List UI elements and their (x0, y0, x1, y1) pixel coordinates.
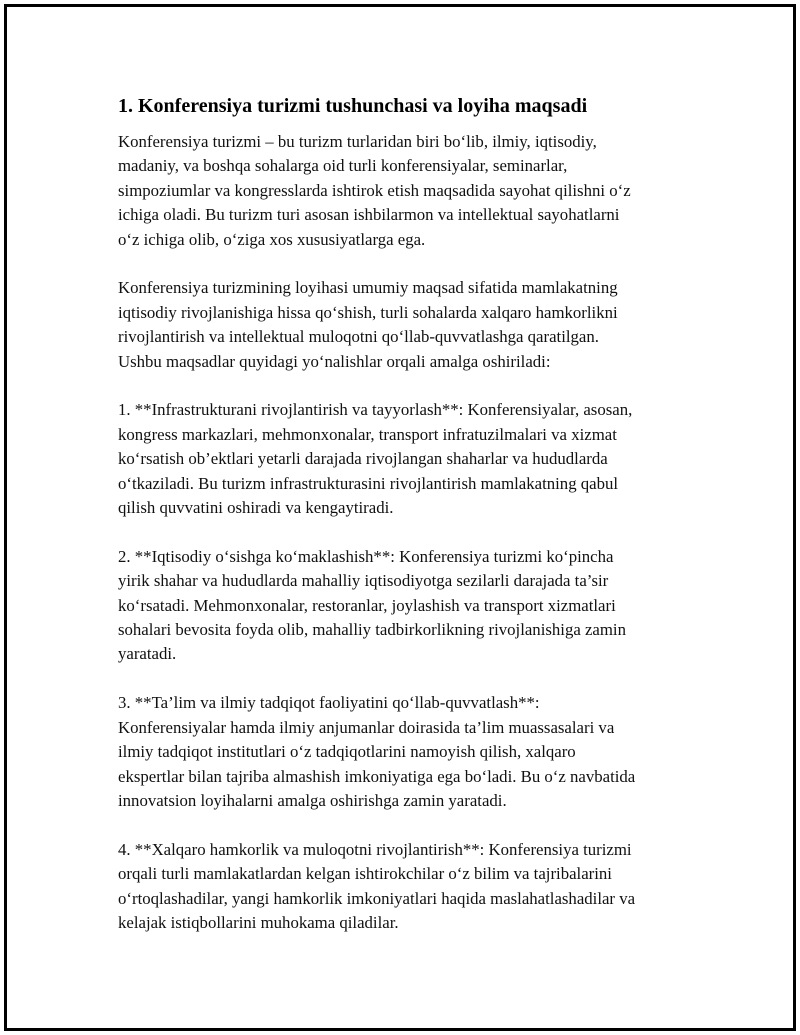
paragraph-line: o‘z ichiga olib, o‘ziga xos xususiyatlarga ega. (118, 229, 426, 249)
paragraph-line: ekspertlar bilan tajriba almashish imkoniyatiga ega bo‘ladi. Bu o‘z navbatida (118, 766, 636, 786)
section-heading: 1. Konferensiya turizmi tushunchasi va loyiha maqsadi (118, 95, 588, 117)
paragraph-line: Ushbu maqsadlar quyidagi yo‘nalishlar orqali amalga oshiriladi: (118, 351, 551, 371)
paragraph-line: orqali turli mamlakatlardan kelgan ishtirokchilar o‘z bilim va tajribalarini (118, 864, 612, 884)
paragraph-line: Konferensiyalar hamda ilmiy anjumanlar doirasida ta’lim muassasalari va (118, 717, 615, 737)
paragraph-line: Konferensiya turizmi – bu turizm turlaridan biri bo‘lib, ilmiy, iqtisodiy, (118, 132, 597, 151)
list-item-infrastructure (118, 398, 693, 520)
paragraph-line: qilish quvvatini oshiradi va kengaytiradi. (118, 498, 394, 518)
paragraph-line: ilmiy tadqiqot institutlari o‘z tadqiqotlarini namoyish qilish, xalqaro (118, 742, 576, 762)
paragraph-line: rivojlantirish va intellektual muloqotni qo‘llab-quvvatlashga qaratilgan. (118, 327, 599, 347)
paragraph-line: simpoziumlar va kongresslarda ishtirok etish maqsadida sayohat qilishni o‘z (118, 180, 631, 200)
paragraph-line: 3. **Ta’lim va ilmiy tadqiqot faoliyatini qo‘llab-quvvatlash**: (118, 693, 540, 713)
paragraph-project-goal (118, 276, 693, 374)
paragraph-line: Konferensiya turizmining loyihasi umumiy maqsad sifatida mamlakatning (118, 278, 618, 298)
paragraph-line: ko‘rsatadi. Mehmonxonalar, restoranlar, joylashish va transport xizmatlari (118, 595, 616, 615)
paragraph-line: 2. **Iqtisodiy o‘sishga ko‘maklashish**: Konferensiya turizmi ko‘pincha (118, 546, 614, 566)
list-item-economic-growth (118, 545, 693, 667)
paragraph-line: kongress markazlari, mehmonxonalar, transport infratuzilmalari va xizmat (118, 424, 617, 444)
list-item-international-cooperation (118, 838, 693, 936)
paragraph-line: ichiga oladi. Bu turizm turi asosan ishbilarmon va intellektual sayohatlarni (118, 205, 620, 225)
paragraph-line: yaratadi. (118, 644, 177, 664)
paragraph-line: ko‘rsatish ob’ektlari yetarli darajada rivojlangan shaharlar va hududlarda (118, 449, 608, 469)
paragraph-line: kelajak istiqbollarini muhokama qiladilar. (118, 912, 399, 932)
paragraph-line: o‘tkaziladi. Bu turizm infrastrukturasini rivojlantirish mamlakatning qabul (118, 473, 619, 493)
paragraph-line: 1. **Infrastrukturani rivojlantirish va tayyorlash**: Konferensiyalar, asosan, (118, 400, 633, 420)
paragraph-line: yirik shahar va hududlarda mahalliy iqtisodiyotga sezilarli darajada ta’sir (118, 571, 609, 591)
paragraph-definition (118, 130, 693, 252)
paragraph-line: sohalari bevosita foyda olib, mahalliy tadbirkorlikning rivojlanishiga zamin (118, 620, 626, 640)
paragraph-line: o‘rtoqlashadilar, yangi hamkorlik imkoniyatlari haqida maslahatlashadilar va (118, 888, 636, 908)
list-item-education-research (118, 691, 693, 813)
document-body (118, 92, 693, 960)
paragraph-line: innovatsion loyihalarni amalga oshirishga zamin yaratadi. (118, 790, 507, 810)
paragraph-line: 4. **Xalqaro hamkorlik va muloqotni rivojlantirish**: Konferensiya turizmi (118, 839, 632, 859)
paragraph-line: madaniy, va boshqa sohalarga oid turli konferensiyalar, seminarlar, (118, 156, 568, 176)
paragraph-line: iqtisodiy rivojlanishiga hissa qo‘shish, turli sohalarda xalqaro hamkorlikni (118, 302, 618, 322)
